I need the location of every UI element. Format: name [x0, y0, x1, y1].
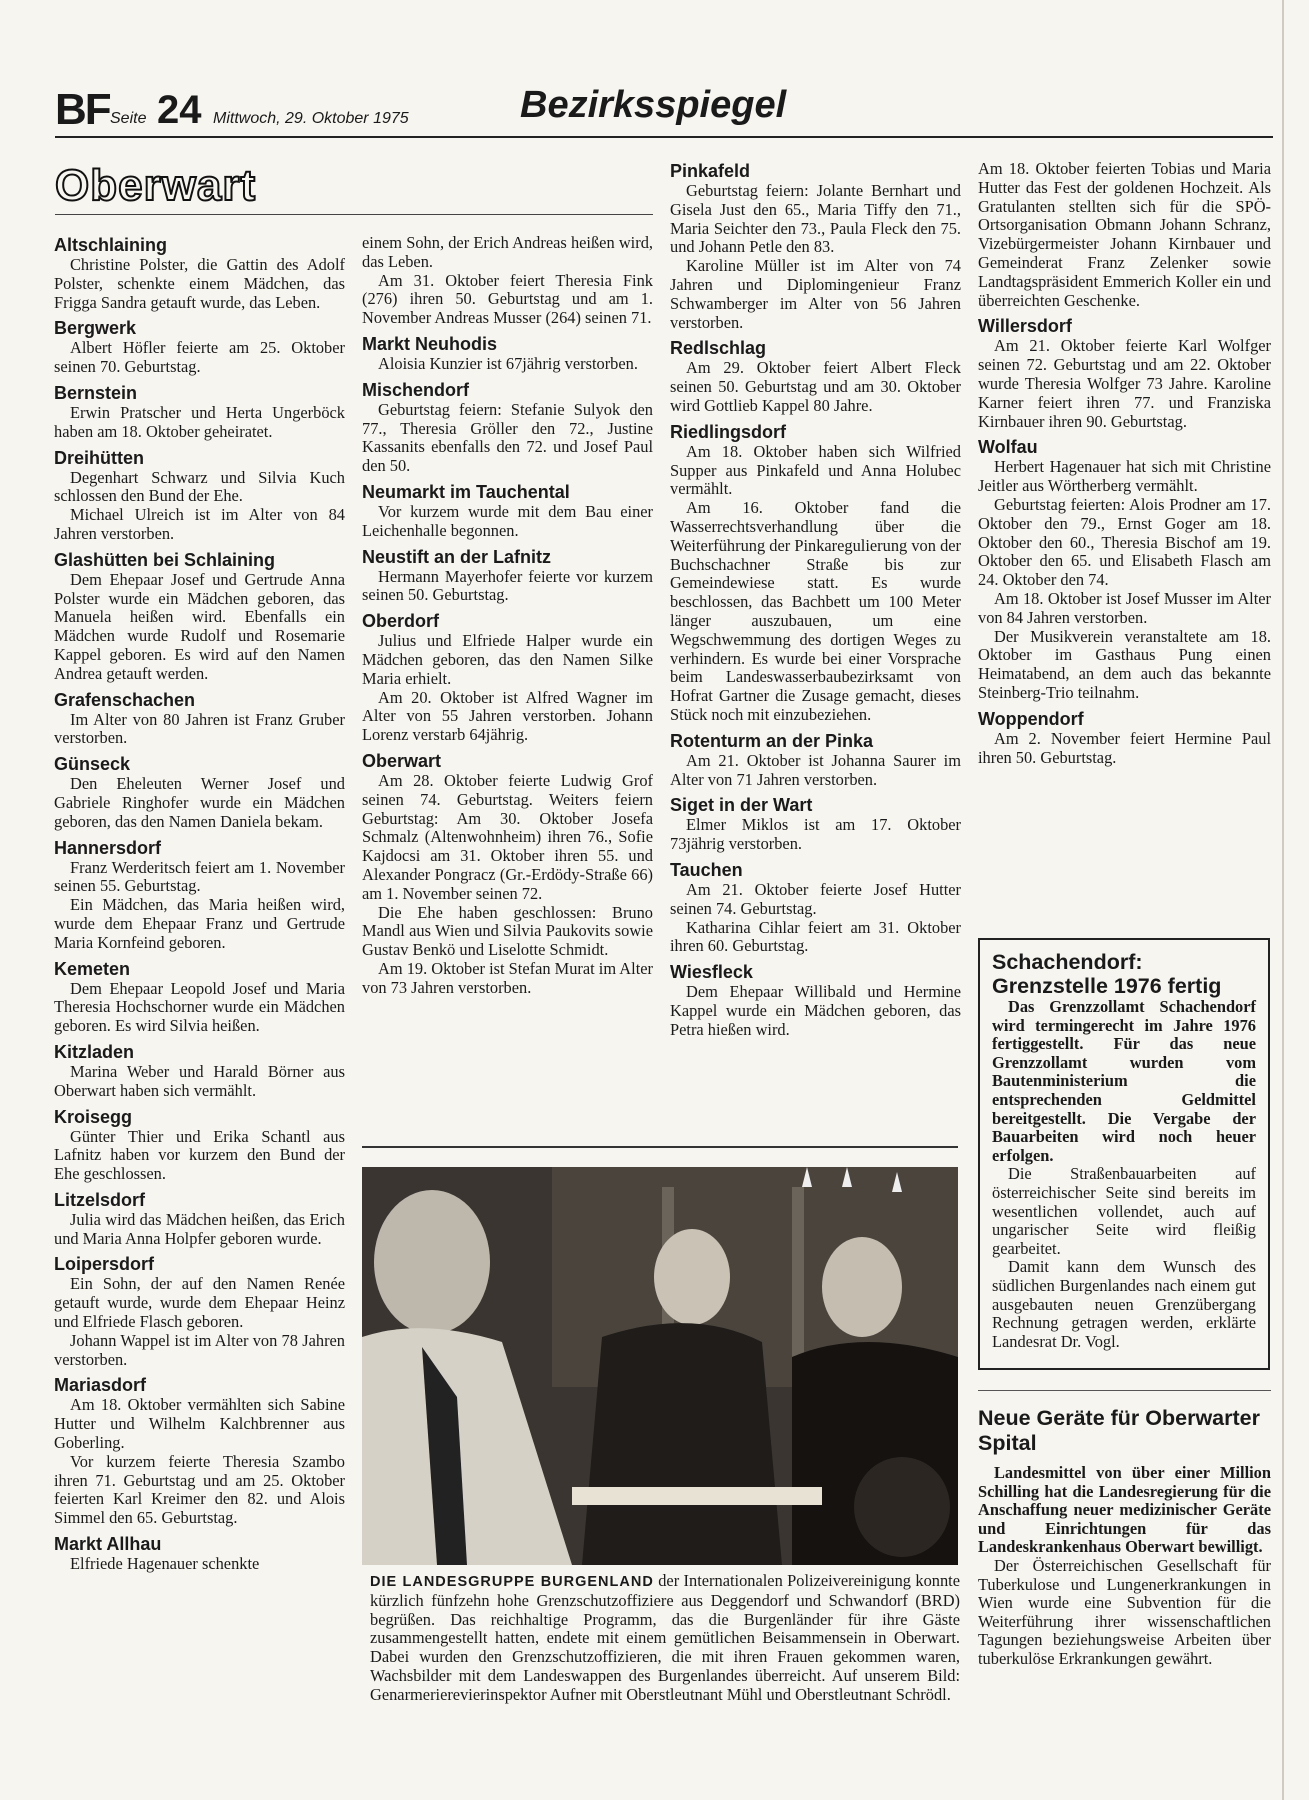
photo-rule: [362, 1146, 958, 1148]
news-item: Geburtstag feiern: Stefanie Sulyok den 77., Theresia Gröller den 72., Justine Kassanits ebenfalls den 72. und Josef Paul den 50.: [362, 399, 653, 476]
news-item: Erwin Pratscher und Herta Ungerböck haben am 18. Oktober geheiratet.: [54, 402, 345, 441]
article-box-schachendorf: [978, 938, 1270, 1370]
photo-illustration: [362, 1167, 958, 1565]
place-heading: Loipersdorf: [54, 1254, 155, 1275]
place-heading: Siget in der Wart: [670, 795, 813, 816]
news-item: Christine Polster, die Gattin des Adolf Polster, schenkte einem Mädchen, das Frigga Sandra getauft wurde, das Leben.: [54, 255, 345, 312]
news-item: Am 21. Oktober ist Johanna Saurer im Alter von 71 Jahren verstorben.: [670, 750, 961, 789]
place-heading: Litzelsdorf: [54, 1189, 146, 1210]
section-title: Bezirksspiegel: [520, 84, 787, 126]
place-heading: Mariasdorf: [54, 1375, 147, 1396]
column-1: [54, 234, 345, 1574]
box1-intro: Das Grenzzollamt Schachendorf wird termingerecht im Jahre 1976 fertiggestellt. Für das neue Grenzzollamt wurden vom Bautenministerium die entsprechenden Geldmittel bereitgestellt. Die Vergabe der Bauarbeiten wird noch heuer erfolgen.: [992, 997, 1256, 1165]
news-item: Der Musikverein veranstaltete am 18. Oktober im Gasthaus Pung einen Heimatabend, an dem auch das bekannte Steinberg-Trio teilnahm.: [978, 626, 1271, 702]
news-item: Ein Mädchen, das Maria heißen wird, wurde dem Ehepaar Franz und Gertrude Maria Kornfeind geboren.: [54, 895, 345, 952]
page-number: 24: [157, 88, 202, 132]
news-item: Julia wird das Mädchen heißen, das Erich und Maria Anna Holpfer geboren wurde.: [54, 1209, 345, 1248]
box2-headline: Neue Geräte für Oberwarter Spital: [978, 1406, 1260, 1455]
place-heading: Oberwart: [362, 750, 442, 771]
news-item: Am 21. Oktober feierte Josef Hutter seinen 74. Geburtstag.: [670, 879, 961, 918]
news-item: Am 28. Oktober feierte Ludwig Grof seinen 74. Geburtstag. Weiters feiern Geburtstag: Am 30. Oktober Josefa Schmalz (Altenwohnheim) ihren 76., Sofie Kajdocsi am 31. Oktober ihren 55. und Alexander Pongracz (Gr.-Erdödy-Straße 66) am 1. November seinen 72.: [362, 770, 653, 903]
place-heading: Neumarkt im Tauchental: [362, 481, 570, 502]
news-item: Katharina Cihlar feiert am 31. Oktober ihren 60. Geburtstag.: [670, 917, 961, 956]
masthead: [55, 84, 1273, 140]
issue-date: Mittwoch, 29. Oktober 1975: [213, 110, 409, 127]
news-item: Am 16. Oktober fand die Wasserrechtsverhandlung über die Weiterführung der Pinkaregulierung von der Buchschachner Straße bis zur Gemeindewiese statt. Es wurde beschlossen, das Bachbett um 100 Meter länger auszubauen, um eine Wegschwemmung des dortigen Weges zu verhindern. Es wurde bei einer Vorsprache beim Landeswasserbaubezirksamt von Hofrat Gartner die Zusage gemacht, dieses Stück noch mit einzubeziehen.: [670, 498, 961, 724]
news-item: Am 29. Oktober feiert Albert Fleck seinen 50. Geburtstag und am 30. Oktober wird Gottlieb Kappel 80 Jahre.: [670, 358, 961, 415]
region-title: Oberwart: [55, 161, 257, 210]
place-heading: Bernstein: [54, 382, 138, 403]
place-heading: Bergwerk: [54, 318, 137, 339]
place-heading: Kemeten: [54, 958, 131, 979]
news-item: Die Ehe haben geschlossen: Bruno Mandl aus Wien und Silvia Paukovits sowie Gustav Benkö und Liselotte Schmidt.: [362, 902, 653, 960]
news-item: Am 20. Oktober ist Alfred Wagner im Alter von 55 Jahren verstorben. Johann Lorenz verstarb 64jährig.: [362, 687, 653, 745]
news-item: Am 18. Oktober haben sich Wilfried Supper aus Pinkafeld und Anna Holubec vermählt.: [670, 441, 961, 499]
margin-line: [1282, 0, 1284, 1800]
place-heading: Kroisegg: [54, 1106, 133, 1127]
news-item: Am 31. Oktober feiert Theresia Fink (276) ihren 50. Geburtstag und am 1. November Andreas Musser (264) seinen 71.: [362, 270, 653, 328]
box2-paragraph: Der Österreichischen Gesellschaft für Tuberkulose und Lungenerkrankungen in Wien wurde eine Subvention für die Weiterführung ihrer wissenschaftlichen Tagungen beziehungsweise Arbeiten über tuberkulöse Erkrankungen gewährt.: [978, 1555, 1271, 1668]
news-item: Am 21. Oktober feierte Karl Wolfger seinen 72. Geburtstag und am 22. Oktober wurde Theresia Wolfger 73 Jahre. Karoline Karner feiert ihren 77. und Franziska Kirnbauer ihren 90. Geburtstag.: [978, 336, 1271, 431]
news-item: Geburtstag feierten: Alois Prodner am 17. Oktober den 79., Ernst Goger am 18. Oktober den 60., Theresia Bischof am 19. Oktober den 65. und Elisabeth Flasch am 24. Oktober den 74.: [978, 494, 1271, 590]
news-item: Am 2. November feiert Hermine Paul ihren 50. Geburtstag.: [978, 728, 1271, 767]
place-heading: Riedlingsdorf: [670, 421, 786, 442]
news-item: Michael Ulreich ist im Alter von 84 Jahren verstorben.: [54, 505, 345, 543]
place-heading: Redlschlag: [670, 338, 767, 359]
news-item: Vor kurzem wurde mit dem Bau einer Leichenhalle begonnen.: [362, 501, 653, 540]
news-item: Albert Höfler feierte am 25. Oktober seinen 70. Geburtstag.: [54, 338, 345, 377]
news-item: Karoline Müller ist im Alter von 74 Jahren und Diplomingenieur Franz Schwamberger im Alter von 56 Jahren verstorben.: [670, 256, 961, 332]
box1-headline: Schachendorf: Grenzstelle 1976 fertig: [992, 950, 1222, 998]
news-item: Den Eheleuten Werner Josef und Gabriele Ringhofer wurde ein Mädchen geboren, das den Namen Daniela bekam.: [54, 774, 345, 831]
news-item: Im Alter von 80 Jahren ist Franz Gruber verstorben.: [54, 709, 345, 748]
place-heading: Rotenturm an der Pinka: [670, 730, 874, 751]
news-item: Aloisia Kunzier ist 67jährig verstorben.: [378, 353, 638, 373]
place-heading: Wolfau: [978, 437, 1038, 458]
news-item: Günter Thier und Erika Schantl aus Lafnitz haben vor kurzem den Bund der Ehe geschlossen.: [54, 1126, 345, 1184]
place-heading: Woppendorf: [978, 708, 1084, 729]
caption-text: der Internationalen Polizeivereinigung konnte kürzlich fünfzehn hohe Grenzschutzoffiziere aus Deggendorf und Schwandorf (BRD) begrüßen. Das reichhaltige Programm, das die Burgenländer für ihre Gäste zusammengestellt hatten, endete mit einem gemütlichen Beisammensein in Oberwart. Dabei wurden den Grenzschutzoffizieren, die mit ihren Frauen gekommen waren, Wachsbilder mit dem Landeswappen des Burgenlandes überreicht. Auf unserem Bild: Genarmerierevierinspektor Aufner mit Oberstleutnant Mühl und Oberstleutnant Schrödl.: [370, 1571, 960, 1704]
place-heading: Neustift an der Lafnitz: [362, 546, 552, 567]
news-item: einem Sohn, der Erich Andreas heißen wird, das Leben.: [362, 233, 653, 271]
place-heading: Hannersdorf: [54, 837, 162, 858]
place-heading: Günseck: [54, 754, 131, 775]
box1-paragraph: Damit kann dem Wunsch des südlichen Burgenlandes nach einem gut ausgebauten neuen Grenzübergang Rechnung getragen werden, erklärte Landesrat Dr. Vogl.: [992, 1257, 1256, 1351]
page-label: Seite: [110, 110, 147, 127]
place-heading: Mischendorf: [362, 379, 470, 400]
place-heading: Willersdorf: [978, 316, 1072, 337]
caption-lead: DIE LANDESGRUPPE BURGENLAND: [370, 1574, 654, 1590]
box2-rule: [978, 1390, 1271, 1391]
masthead-rule: [55, 136, 1273, 138]
title-rule: [55, 214, 653, 215]
news-item: Am 19. Oktober ist Stefan Murat im Alter von 73 Jahren verstorben.: [362, 958, 653, 997]
news-item: Julius und Elfriede Halper wurde ein Mädchen geboren, das den Namen Silke Maria erhielt.: [362, 631, 653, 688]
news-item: Franz Werderitsch feiert am 1. November seinen 55. Geburtstag.: [54, 857, 345, 896]
news-item: Elfriede Hagenauer schenkte: [70, 1554, 260, 1574]
place-heading: Grafenschachen: [54, 689, 196, 710]
news-item: Marina Weber und Harald Börner aus Oberwart haben sich vermählt.: [54, 1061, 345, 1100]
news-item: Herbert Hagenauer hat sich mit Christine Jeitler aus Wörtherberg vermählt.: [978, 457, 1271, 496]
box1-paragraph: Die Straßenbauarbeiten auf österreichischer Seite sind bereits im wesentlichen vollendet, auch auf ungarischer Seite wird fleißig gearbeitet.: [992, 1164, 1256, 1258]
column-2: [362, 234, 653, 998]
news-item: Geburtstag feiern: Jolante Bernhart und Gisela Just den 65., Maria Tiffy den 71., Maria Seichter den 73., Paula Fleck den 75. und Johann Petle den 83.: [670, 181, 961, 257]
place-heading: Altschlaining: [54, 235, 168, 255]
news-item: Degenhart Schwarz und Silvia Kuch schlossen den Bund der Ehe.: [54, 467, 345, 506]
news-item: Am 18. Oktober feierten Tobias und Maria Hutter das Fest der goldenen Hochzeit. Als Gratulanten stellten sich für die SPÖ-Ortsorganisation Obmann Johann Schranz, Vizebürgermeister Johann Kirnbauer und Gemeinderat Franz Zelenker sowie Landtagspräsident Emmerich Koller ein und überreichten Geschenke.: [978, 159, 1271, 310]
news-item: Hermann Mayerhofer feierte vor kurzem seinen 50. Geburtstag.: [362, 566, 653, 605]
place-heading: Wiesfleck: [670, 962, 753, 983]
news-item: Dem Ehepaar Josef und Gertrude Anna Polster wurde ein Mädchen geboren, das Manuela heißen wird. Ebenfalls ein Mädchen wurde Rudolf und Rosemarie Kappel geboren. Es wird auf den Namen Andrea getauft werden.: [54, 569, 345, 683]
column-3: [670, 160, 961, 1039]
place-heading: Dreihütten: [54, 447, 144, 468]
news-item: Johann Wappel ist im Alter von 78 Jahren verstorben.: [54, 1330, 345, 1369]
photo-caption: [370, 1572, 960, 1705]
place-heading: Oberdorf: [362, 611, 440, 632]
logo: BF: [55, 85, 110, 134]
news-item: Elmer Miklos ist am 17. Oktober 73jährig verstorben.: [670, 815, 961, 854]
place-heading: Tauchen: [670, 859, 743, 880]
column-4: [978, 160, 1271, 767]
place-heading: Pinkafeld: [670, 161, 751, 181]
news-item: Am 18. Oktober vermählten sich Sabine Hutter und Wilhelm Kalchbrenner aus Goberling.: [54, 1395, 345, 1453]
news-item: Am 18. Oktober ist Josef Musser im Alter von 84 Jahren verstorben.: [978, 588, 1271, 627]
place-heading: Markt Allhau: [54, 1534, 162, 1555]
news-item: Ein Sohn, der auf den Namen Renée getauft wurde, wurde dem Ehepaar Heinz und Elfriede Flasch geboren.: [54, 1274, 345, 1332]
place-heading: Glashütten bei Schlaining: [54, 549, 276, 570]
news-item: Dem Ehepaar Leopold Josef und Maria Theresia Hochschorner wurde ein Mädchen geboren. Es wird Silvia heißen.: [54, 978, 345, 1036]
news-item: Vor kurzem feierte Theresia Szambo ihren 71. Geburtstag und am 25. Oktober feierten Karl Kreimer den 82. und Alois Simmel den 65. Geburtstag.: [54, 1451, 345, 1528]
box2-intro: Landesmittel von über einer Million Schilling hat die Landesregierung für die Anschaffung neuer medizinischer Geräte und Einrichtungen für das Landeskrankenhaus Oberwart bewilligt.: [978, 1463, 1271, 1557]
news-item: Dem Ehepaar Willibald und Hermine Kappel wurde ein Mädchen geboren, das Petra hießen wird.: [670, 982, 961, 1039]
news-photo: [362, 1167, 958, 1565]
place-heading: Kitzladen: [54, 1041, 135, 1062]
article-spital: [978, 1406, 1271, 1669]
place-heading: Markt Neuhodis: [362, 333, 498, 354]
